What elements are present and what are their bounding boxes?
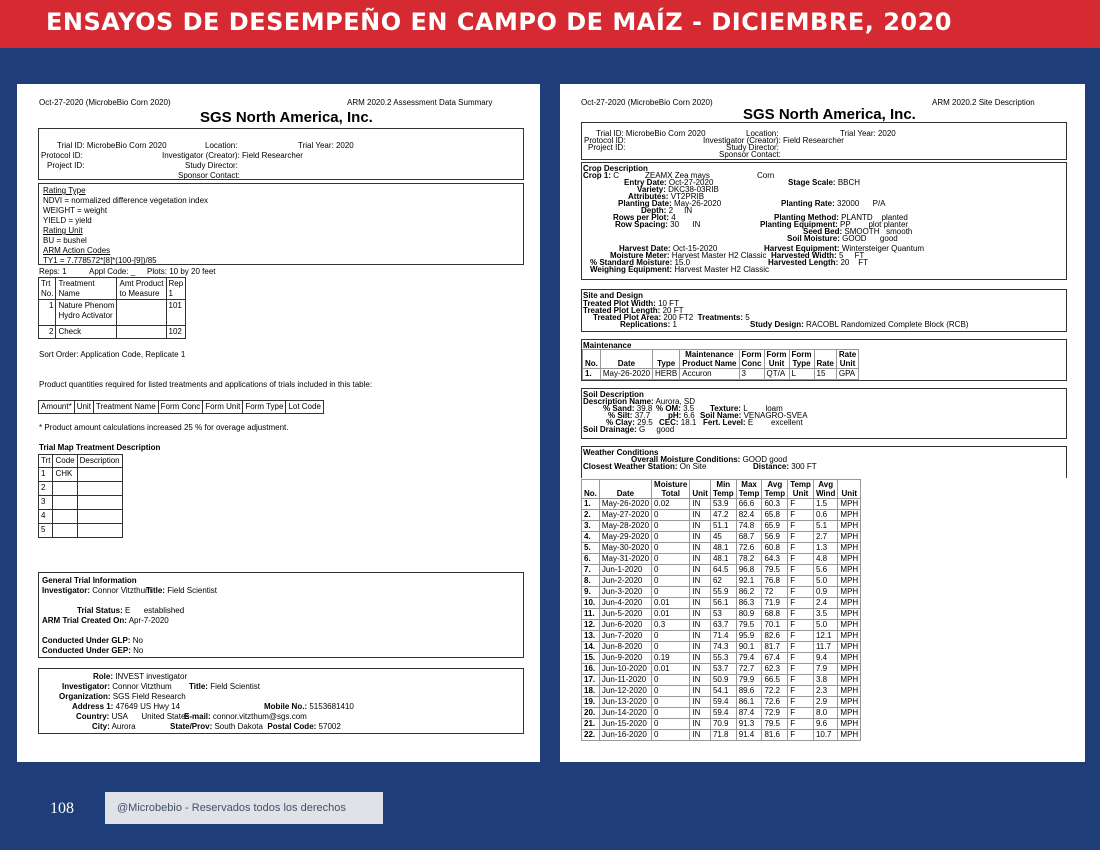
rating-yield: YIELD = yield [43,216,92,225]
appl-code: Appl Code: _ [89,267,136,276]
table-row: 2 Check 102 [39,326,186,339]
left-trial-info-box [38,128,524,180]
table-row: 16. Jun-10-2020 0.01 IN 53.7 72.7 62.3 F 7.9 MPH [582,664,861,675]
left-header-date: Oct-27-2020 (MicrobeBio Corn 2020) [39,98,171,107]
table-row: 1 Nature Phenom Hydro Activator 101 [39,300,186,326]
soil-description-box: Soil Description Description Name: Aurora, SD % Sand: 39.8 % OM: 3.5 Texture: L loam % Silt: 37.7 pH: 6.6 Soil Name: VENAGRO-SVEA % Clay: 29.5 CEC: 18.1 Fert. Level: E excellent Soil Drainage: G good [581,388,1067,439]
right-header-report: ARM 2020.2 Site Description [932,98,1035,107]
rating-type-heading: Rating Type [43,186,86,195]
table-row: 21. Jun-15-2020 0 IN 70.9 91.3 79.5 F 9.6 MPH [582,719,861,730]
general-info-title: General Trial Information [42,576,137,585]
table-row: 20. Jun-14-2020 0 IN 59.4 87.4 72.9 F 8.0 MPH [582,708,861,719]
arm-action-code-ty1: TY1 = 7.778572*[8]*(100-[9])/85 [43,256,157,265]
table-row: 5 [39,523,123,537]
right-header-date: Oct-27-2020 (MicrobeBio Corn 2020) [581,98,713,107]
table-row: 1 CHK [39,467,123,481]
maintenance-box: Maintenance No. Date Type Maintenance Product Name Form Conc Form Unit Form Type Rate Rate Unit 1. May-26-2020 HERB Accuron 3 QT/A L 15 GPA [581,339,1067,381]
amount-table [38,400,324,414]
table-row: 9. Jun-3-2020 0 IN 55.9 86.2 72 F 0.9 MPH [582,587,861,598]
table-row: 15. Jun-9-2020 0.19 IN 55.3 79.4 67.4 F 9.4 MPH [582,653,861,664]
table-row: 3. May-28-2020 0 IN 51.1 74.8 65.9 F 5.1 MPH [582,521,861,532]
table-row: 1. May-26-2020 HERB Accuron 3 QT/A L 15 GPA [583,369,859,380]
trial-id: Trial ID: MicrobeBio Corn 2020 [57,141,167,150]
amount-note: * Product amount calculations increased 25 % for overage adjustment. [39,423,289,432]
table-header-row: No. Date Type Maintenance Product Name Form Conc Form Unit Form Type Rate Rate Unit [583,350,859,369]
crop-description-box: Crop Description Crop 1: C ZEAMX Zea mays Corn Entry Date: Oct-27-2020 Stage Scale: BBCH Variety: DKC38-03RIB Attributes: VT2PRIB Planting Date: May-26-2020 Planting Rate: 32000 P/A Depth: 2 IN Rows per Plot: 4 Planting Method: PLANTD planted Row Spacing: 30 IN Planting Equipment: PP plot planter Seed Bed: SMOOTH smooth Soil Moisture: GOOD good Harvest Date: Oct-15-2020 Harvest Equipment: Wintersteiger Quantum Moisture Meter: Harvest Master H2 Classic Harvested Width: 5 FT % Standard Moisture: 15.0 Harvested Length: 20 FT Weighing Equipment: Harvest Master H2 Classic [581,162,1067,280]
arm-action-codes-heading: ARM Action Codes [43,246,111,255]
trial-year: Trial Year: 2020 [298,141,354,150]
plots-size: Plots: 10 by 20 feet [147,267,216,276]
sort-order: Sort Order: Application Code, Replicate 1 [39,350,186,359]
rating-ndvi: NDVI = normalized difference vegetation index [43,196,209,205]
table-row: 2 [39,481,123,495]
study-director: Study Director: [185,161,238,170]
reps: Reps: 1 [39,267,67,276]
table-header-row: Amount* Unit Treatment Name Form Conc Form Unit Form Type Lot Code [39,401,324,414]
table-row: 18. Jun-12-2020 0 IN 54.1 89.6 72.2 F 2.3 MPH [582,686,861,697]
rating-unit-bu: BU = bushel [43,236,87,245]
right-trial-info-box: Trial ID: MicrobeBio Corn 2020 Location: Trial Year: 2020 Protocol ID: Investigator (Creator): Field Researcher Project ID: Study Director: Sponsor Contact: [581,122,1067,160]
rating-weight: WEIGHT = weight [43,206,108,215]
left-company-name: SGS North America, Inc. [200,109,373,126]
table-row: 4 [39,509,123,523]
protocol-id: Protocol ID: [41,151,83,160]
general-trial-info-box: General Trial Information Investigator: Connor Vitzthum Title: Field Scientist Trial Status: E established ARM Trial Created On: Apr-7-2020 Conducted Under GLP: No Conducted Under GEP: No [38,572,524,658]
assessment-summary-page [17,84,540,762]
trial-map-table [38,454,123,538]
right-company-name: SGS North America, Inc. [743,106,916,123]
table-row: 4. May-29-2020 0 IN 45 68.7 56.9 F 2.7 MPH [582,532,861,543]
table-row: 22. Jun-16-2020 0 IN 71.8 91.4 81.6 F 10.7 MPH [582,730,861,741]
table-row: 6. May-31-2020 0 IN 48.1 78.2 64.3 F 4.8 MPH [582,554,861,565]
table-row: 3 [39,495,123,509]
title-banner [0,0,1100,48]
table-row: 17. Jun-11-2020 0 IN 50.9 79.9 66.5 F 3.8 MPH [582,675,861,686]
contact-info-box: Role: INVEST investigator Investigator: Connor Vitzthum Title: Field Scientist Organization: SGS Field Research Address 1: 47649 US Hwy 14 Mobile No.: 5153681410 Country: USA United States E-mail: connor.vitzthum@sgs.com City: Aurora State/Prov: South Dakota Postal Code: 57002 [38,668,524,734]
left-header-report: ARM 2020.2 Assessment Data Summary [347,98,493,107]
site-design-box: Site and Design Treated Plot Width: 10 FT Treated Plot Length: 20 FT Treated Plot Area: 200 FT2 Treatments: 5 Replications: 1 Study Design: RACOBL Randomized Complete Block (RCB) [581,289,1067,332]
table-row: 19. Jun-13-2020 0 IN 59.4 86.1 72.6 F 2.9 MPH [582,697,861,708]
rating-legend-box [38,183,524,265]
table-row: 11. Jun-5-2020 0.01 IN 53 80.9 68.8 F 3.5 MPH [582,609,861,620]
weather-table [581,479,861,741]
sponsor-contact: Sponsor Contact: [178,171,240,180]
site-description-page [560,84,1085,762]
table-row: 10. Jun-4-2020 0.01 IN 56.1 86.3 71.9 F 2.4 MPH [582,598,861,609]
page-number: 108 [50,800,74,817]
table-row: 12. Jun-6-2020 0.3 IN 63.7 79.5 70.1 F 5.0 MPH [582,620,861,631]
treatment-table [38,277,186,339]
product-note: Product quantities required for listed treatments and applications of trials included in this table: [39,380,373,389]
table-row: 2. May-27-2020 0 IN 47.2 82.4 65.8 F 0.6 MPH [582,510,861,521]
table-header-row: Trt Code Description [39,455,123,468]
table-row: 14. Jun-8-2020 0 IN 74.3 90.1 81.7 F 11.7 MPH [582,642,861,653]
trial-map-title: Trial Map Treatment Description [39,443,161,452]
table-row: 8. Jun-2-2020 0 IN 62 92.1 76.8 F 5.0 MPH [582,576,861,587]
rating-unit-heading: Rating Unit [43,226,83,235]
table-row: 5. May-30-2020 0 IN 48.1 72.6 60.8 F 1.3 MPH [582,543,861,554]
table-row: 7. Jun-1-2020 0 IN 64.5 96.8 79.5 F 5.6 MPH [582,565,861,576]
maintenance-table [582,349,859,380]
weather-conditions-box: Weather Conditions Overall Moisture Conditions: GOOD good Closest Weather Station: On Site Distance: 300 FT [581,446,1067,478]
table-header-row: No. Date Moisture Total Unit Min Temp Max Temp Avg Temp Temp Unit Avg Wind Unit [582,480,861,499]
copyright-notice: @Microbebio - Reservados todos los derechos [105,792,383,824]
table-header-row: Trt No. Treatment Name Amt Product to Measure Rep 1 [39,278,186,300]
banner-title: ENSAYOS DE DESEMPEÑO EN CAMPO DE MAÍZ - DICIEMBRE, 2020 [46,8,952,36]
table-row: 1. May-26-2020 0.02 IN 53.9 66.6 60.3 F 1.5 MPH [582,499,861,510]
investigator-creator: Investigator (Creator): Field Researcher [162,151,303,160]
table-row: 13. Jun-7-2020 0 IN 71.4 95.9 82.6 F 12.1 MPH [582,631,861,642]
location: Location: [205,141,238,150]
project-id: Project ID: [47,161,85,170]
